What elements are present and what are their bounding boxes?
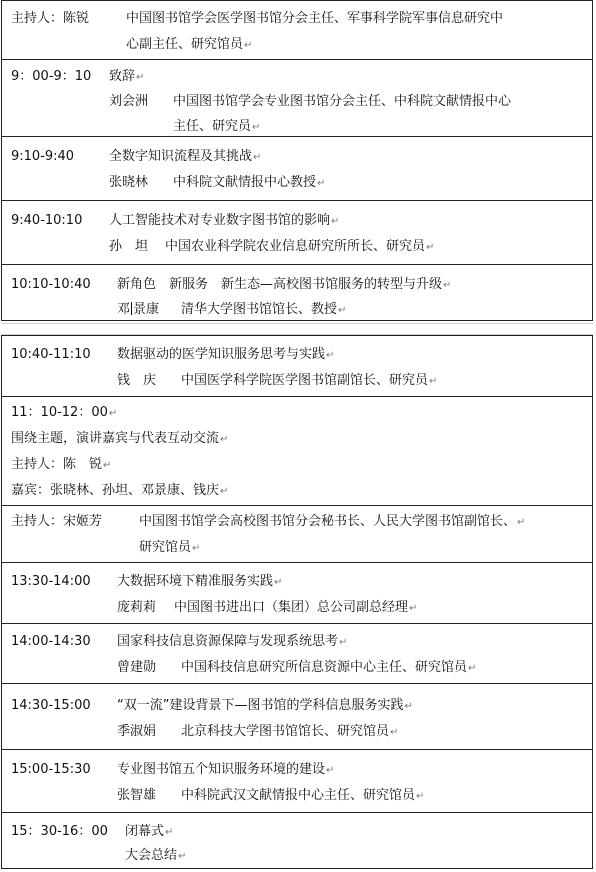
session-row bbox=[2, 624, 592, 684]
host-affiliation-line1: 中国图书馆学会高校图书馆分会秘书长、人民大学图书馆副馆长、↵ bbox=[139, 514, 526, 529]
host-affiliation-line2: 心副主任、研究馆员↵ bbox=[126, 37, 253, 52]
discussion-topic: 围绕主题，演讲嘉宾与代表互动交流↵ bbox=[11, 431, 229, 446]
session-title: 数据驱动的医学知识服务思考与实践↵ bbox=[117, 347, 335, 362]
session-row bbox=[2, 336, 592, 397]
session-speaker: 邓 景康 bbox=[117, 302, 160, 317]
host-row bbox=[2, 506, 592, 563]
session-speaker-affiliation: 中国图书进出口（集团）总公司副总经理↵ bbox=[174, 600, 418, 615]
session-row bbox=[2, 750, 592, 813]
session-title: 全数字知识流程及其挑战↵ bbox=[109, 149, 262, 164]
page-break bbox=[1, 323, 593, 335]
session-speaker: 孙 坦 bbox=[109, 239, 149, 254]
session-speaker-affiliation: 中国科技信息研究所信息资源中心主任、研究馆员↵ bbox=[181, 660, 477, 675]
session-time: 9:40-10:10 bbox=[11, 213, 83, 228]
opening-time: 9：00-9：10 bbox=[11, 69, 92, 84]
session-speaker-affiliation: 清华大学图书馆馆长、教授↵ bbox=[181, 302, 347, 317]
session-speaker: 张智雄 bbox=[117, 788, 157, 803]
opening-speaker-affiliation-line2: 主任、研究员↵ bbox=[173, 119, 261, 134]
discussion-time: 11：10-12：00↵ bbox=[11, 405, 118, 420]
session-title: 新角色 新服务 新生态—高校图书馆服务的转型与升级↵ bbox=[117, 277, 452, 292]
opening-row bbox=[2, 60, 592, 137]
session-time: 10:10-10:40 bbox=[11, 277, 91, 292]
session-speaker-affiliation: 中国农业科学院农业信息研究所所长、研究员↵ bbox=[165, 239, 435, 254]
session-title: 国家科技信息资源保障与发现系统思考↵ bbox=[117, 634, 348, 649]
session-time: 15:00-15:30 bbox=[11, 762, 91, 777]
host-row bbox=[2, 1, 592, 60]
session-time: 9:10-9:40 bbox=[11, 149, 75, 164]
session-speaker: 庞莉莉 bbox=[117, 600, 157, 615]
host-affiliation-line2: 研究馆员↵ bbox=[139, 540, 201, 555]
session-speaker-affiliation: 北京科技大学图书馆馆长、研究馆员↵ bbox=[181, 724, 399, 739]
session-time: 14:00-14:30 bbox=[11, 634, 91, 649]
discussion-host: 主持人：陈 锐↵ bbox=[11, 457, 112, 472]
session-row bbox=[2, 137, 592, 201]
session-speaker-affiliation: 中科院武汉文献情报中心主任、研究馆员↵ bbox=[181, 788, 425, 803]
session-time: 14:30-15:00 bbox=[11, 698, 91, 713]
host-label: 主持人：宋姬芳 bbox=[11, 514, 103, 529]
closing-summary: 大会总结↵ bbox=[125, 848, 187, 863]
opening-speaker-affiliation-line1: 中国图书馆学会专业图书馆分会主任、中科院文献情报中心 bbox=[173, 94, 512, 109]
session-title: 人工智能技术对专业数字图书馆的影响↵ bbox=[109, 213, 340, 228]
session-time: 13:30-14:00 bbox=[11, 574, 91, 589]
host-label: 主持人：陈锐 bbox=[11, 11, 90, 26]
closing-row bbox=[2, 813, 592, 868]
session-speaker-affiliation: 中科院文献情报中心教授↵ bbox=[173, 175, 326, 190]
session-speaker: 季淑娟 bbox=[117, 724, 157, 739]
session-row bbox=[2, 684, 592, 750]
session-row bbox=[2, 563, 592, 624]
session-row bbox=[2, 201, 592, 265]
session-title: 大数据环境下精准服务实践↵ bbox=[117, 574, 283, 589]
session-row bbox=[2, 265, 592, 320]
opening-speaker: 刘会洲 bbox=[109, 94, 149, 109]
opening-title: 致辞↵ bbox=[109, 69, 145, 84]
session-title: 专业图书馆五个知识服务环境的建设↵ bbox=[117, 762, 335, 777]
host-affiliation-line1: 中国图书馆学会医学图书馆分会主任、军事科学院军事信息研究中 bbox=[126, 11, 504, 26]
discussion-row bbox=[2, 397, 592, 506]
session-speaker: 曾建勋 bbox=[117, 660, 157, 675]
agenda-table-morning bbox=[1, 0, 593, 321]
session-speaker: 张晓林 bbox=[109, 175, 149, 190]
session-speaker-affiliation: 中国医学科学院医学图书馆副馆长、研究员↵ bbox=[181, 373, 438, 388]
closing-time: 15：30-16：00 bbox=[11, 824, 108, 839]
agenda-table-continued bbox=[1, 335, 593, 869]
session-title: “双一流”建设背景下—图书馆的学科信息服务实践↵ bbox=[117, 698, 413, 713]
text-cursor bbox=[131, 302, 132, 315]
session-time: 10:40-11:10 bbox=[11, 347, 91, 362]
session-speaker: 钱 庆 bbox=[117, 373, 157, 388]
discussion-guests: 嘉宾：张晓林、孙坦、邓景康、钱庆↵ bbox=[11, 483, 229, 498]
closing-title: 闭幕式↵ bbox=[125, 824, 174, 839]
